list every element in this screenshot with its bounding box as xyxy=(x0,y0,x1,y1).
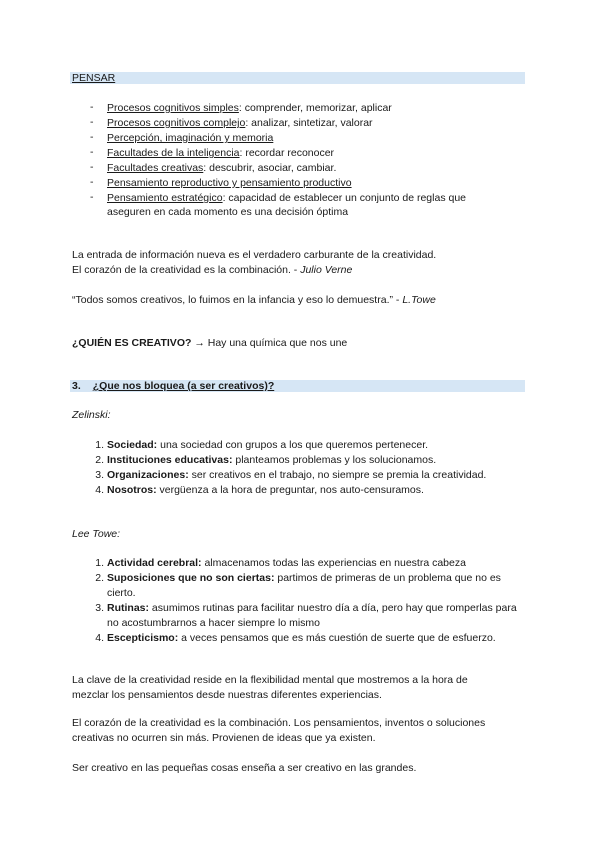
item-term: Escepticismo: xyxy=(107,632,179,644)
quote-line-3 xyxy=(72,294,436,307)
item-number: 2. xyxy=(95,572,104,584)
bullet-term: Procesos cognitivos simples xyxy=(107,102,239,114)
bullet-dash: - xyxy=(90,146,94,158)
bullet-term: Pensamiento reproductivo y pensamiento productivo xyxy=(107,177,352,189)
item-text xyxy=(107,556,527,571)
item-desc: una sociedad con grupos a los que queremos pertenecer. xyxy=(157,439,429,451)
quien-heading: ¿QUIÉN ES CREATIVO? xyxy=(72,337,192,349)
item-term: Nosotros: xyxy=(107,484,157,496)
item-text xyxy=(107,631,527,646)
bullet-text xyxy=(107,161,507,175)
item-number: 3. xyxy=(95,469,104,481)
item-desc: a veces pensamos que es más cuestión de suerte que de esfuerzo. xyxy=(178,632,496,644)
towe-label: Lee Towe: xyxy=(72,528,121,540)
bullet-text xyxy=(107,146,507,160)
item-number: 2. xyxy=(95,454,104,466)
item-desc: asumimos rutinas para facilitar nuestro día a día, pero hay que romperlas para no acostumbrarnos a hacer siempre lo mismo xyxy=(107,602,517,629)
item-text xyxy=(107,483,527,498)
item-desc: ser creativos en el trabajo, no siempre se premia la creatividad. xyxy=(188,469,487,481)
item-desc: vergüenza a la hora de preguntar, nos auto-censuramos. xyxy=(156,484,424,496)
item-text xyxy=(107,468,527,483)
bullet-dash: - xyxy=(90,191,94,203)
closing-p1-line2: mezclar los pensamientos desde nuestras diferentes experiencias. xyxy=(72,689,382,701)
item-number: 1. xyxy=(95,439,104,451)
bullet-dash: - xyxy=(90,131,94,143)
quote-line-1: La entrada de información nueva es el verdadero carburante de la creatividad. xyxy=(72,249,437,261)
item-desc: partimos de primeras de un problema que no es cierto. xyxy=(107,572,501,599)
pensar-title: PENSAR xyxy=(72,72,116,84)
bullet-rest: : capacidad de establecer un conjunto de reglas que aseguren en cada momento es una decisión óptima xyxy=(107,192,467,218)
bullet-term: Pensamiento estratégico xyxy=(107,192,223,204)
bullet-dash: - xyxy=(90,101,94,113)
item-number: 3. xyxy=(95,602,104,614)
closing-p1-line1: La clave de la creatividad reside en la flexibilidad mental que mostremos a la hora de xyxy=(72,674,468,686)
item-desc: almacenamos todas las experiencias en nuestra cabeza xyxy=(201,557,466,569)
quote-author: L.Towe xyxy=(402,294,436,306)
item-term: Actividad cerebral: xyxy=(107,557,202,569)
item-text xyxy=(107,571,527,601)
quien-line xyxy=(72,337,347,350)
bullet-text xyxy=(107,101,507,115)
closing-p3: Ser creativo en las pequeñas cosas enseña a ser creativo en las grandes. xyxy=(72,762,417,774)
quote-text: El corazón de la creatividad es la combinación. - xyxy=(72,264,301,276)
section3-title: ¿Que nos bloquea (a ser creativos)? xyxy=(92,380,275,392)
item-term: Organizaciones: xyxy=(107,469,189,481)
item-term: Rutinas: xyxy=(107,602,149,614)
zelinski-label: Zelinski: xyxy=(72,409,111,421)
item-term: Instituciones educativas: xyxy=(107,454,233,466)
bullet-term: Facultades creativas xyxy=(107,162,204,174)
bullet-rest: : recordar reconocer xyxy=(239,147,335,159)
item-term: Sociedad: xyxy=(107,439,158,451)
bullet-text xyxy=(107,116,507,130)
closing-p2-line1: El corazón de la creatividad es la combinación. Los pensamientos, inventos o soluciones xyxy=(72,717,486,729)
section3-number: 3. xyxy=(72,380,81,392)
bullet-rest: : analizar, sintetizar, valorar xyxy=(245,117,373,129)
item-number: 4. xyxy=(95,632,104,644)
item-number: 4. xyxy=(95,484,104,496)
item-text xyxy=(107,438,527,453)
bullet-dash: - xyxy=(90,161,94,173)
bullet-dash: - xyxy=(90,176,94,188)
bullet-rest: : comprender, memorizar, aplicar xyxy=(238,102,392,114)
bullet-dash: - xyxy=(90,116,94,128)
bullet-text xyxy=(107,191,507,219)
closing-p2-line2: creativas no ocurren sin más. Provienen de ideas que ya existen. xyxy=(72,732,376,744)
item-number: 1. xyxy=(95,557,104,569)
quote-line-2 xyxy=(72,264,352,277)
item-term: Suposiciones que no son ciertas: xyxy=(107,572,275,584)
item-text xyxy=(107,453,527,468)
quote-author: Julio Verne xyxy=(300,264,353,276)
bullet-text xyxy=(107,131,507,145)
quote-text: “Todos somos creativos, lo fuimos en la infancia y eso lo demuestra.” - xyxy=(72,294,403,306)
quien-rest: → Hay una química que nos une xyxy=(191,337,348,349)
bullet-term: Facultades de la inteligencia xyxy=(107,147,240,159)
bullet-term: Procesos cognitivos complejo xyxy=(107,117,246,129)
item-text xyxy=(107,601,527,631)
bullet-term: Percepción, imaginación y memoria xyxy=(107,132,274,144)
bullet-rest: : descubrir, asociar, cambiar. xyxy=(203,162,337,174)
item-desc: planteamos problemas y los solucionamos. xyxy=(232,454,437,466)
section3-heading xyxy=(72,380,274,392)
pensar-header-band xyxy=(70,72,525,84)
bullet-text xyxy=(107,176,507,190)
